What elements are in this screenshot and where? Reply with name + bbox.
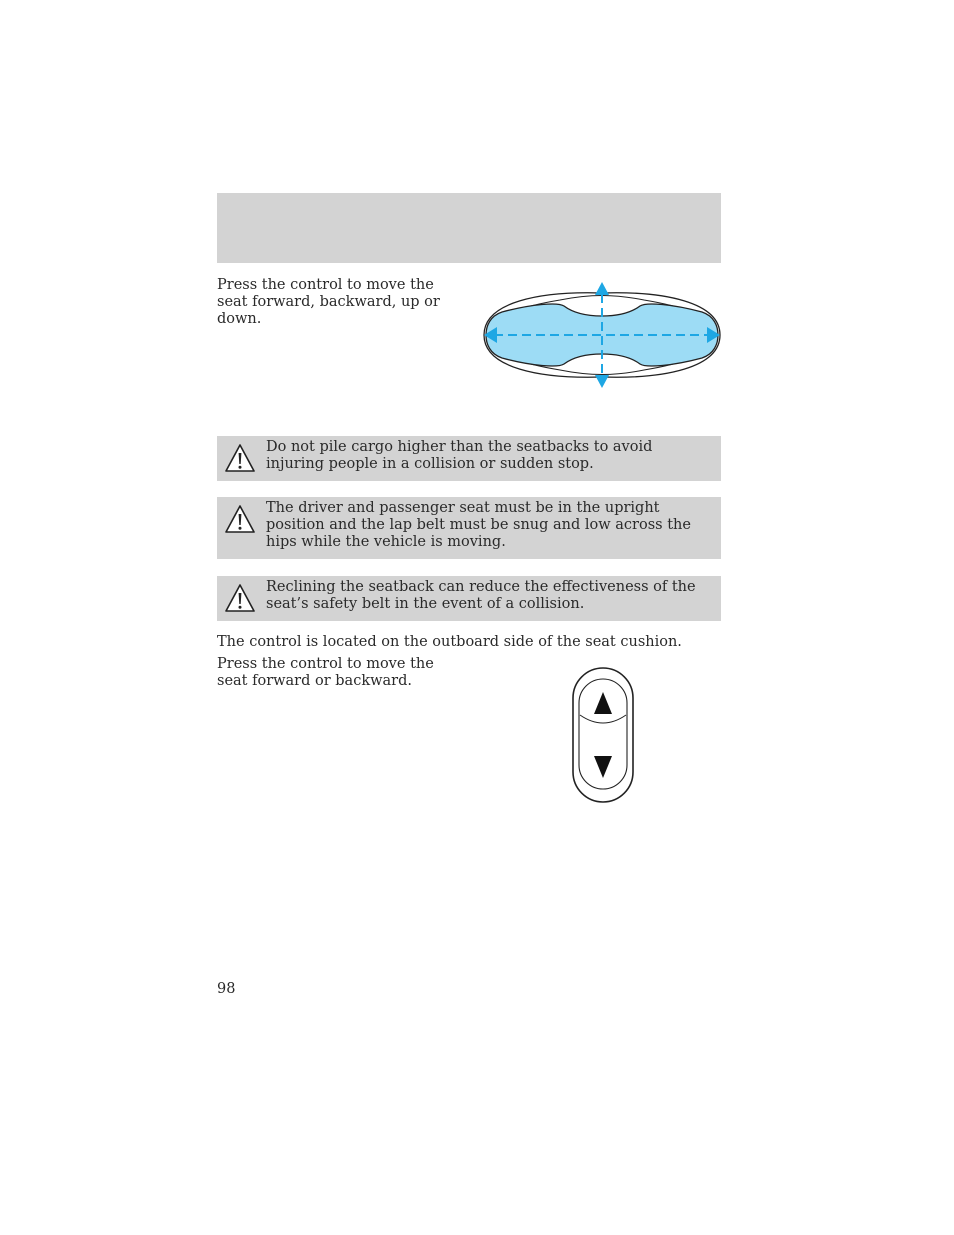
warning-triangle-icon [224,582,256,614]
four-way-seat-control-icon [480,280,724,390]
warning-box [217,436,721,481]
warning-triangle-icon [224,503,256,535]
fore-aft-text: Press the control to move the seat forward or backward. [217,656,434,689]
section-header-band [217,193,721,263]
warning-box [217,497,721,559]
intro-text: Press the control to move the seat forward, backward, up or down. [217,277,440,327]
warning-triangle-icon [224,442,256,474]
location-text: The control is located on the outboard side of the seat cushion. [217,634,682,650]
two-way-seat-control-icon [570,665,636,805]
warning-text: Do not pile cargo higher than the seatbacks to avoid injuring people in a collision or sudden stop. [266,439,653,472]
warning-text: Reclining the seatback can reduce the effectiveness of the seat’s safety belt in the event of a collision. [266,579,696,612]
page-number: 98 [217,981,236,997]
warning-text: The driver and passenger seat must be in the upright position and the lap belt must be snug and low across the hips while the vehicle is moving. [266,500,691,550]
warning-box [217,576,721,621]
